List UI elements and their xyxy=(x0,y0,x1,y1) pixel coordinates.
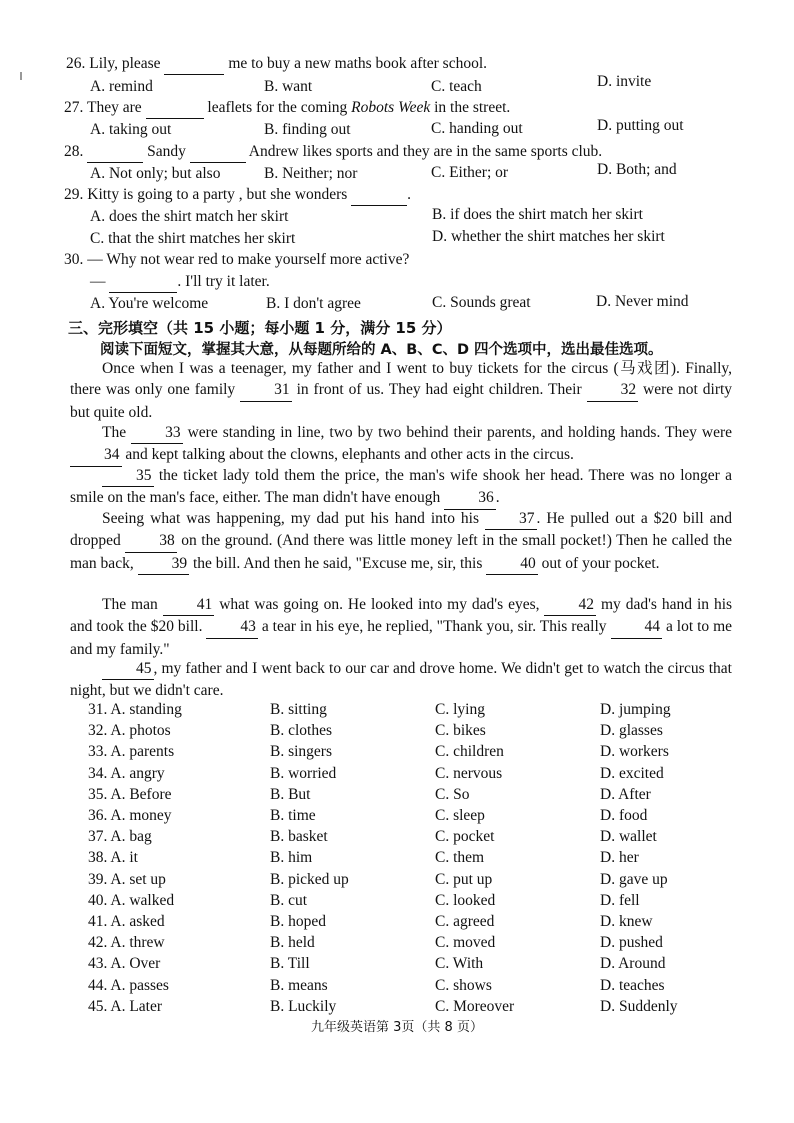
option-a: A. does the shirt match her skirt xyxy=(90,208,289,225)
passage-text: Seeing what was happening, my dad put his hand into his xyxy=(102,510,480,527)
question-number: 30. xyxy=(64,251,84,268)
question-30 xyxy=(64,250,409,270)
cloze-option-32-d: D. glasses xyxy=(600,722,663,740)
passage-paragraph-5 xyxy=(70,594,732,660)
question-number: 29. xyxy=(64,186,84,203)
cloze-option-33-a: 33. A. parents xyxy=(88,743,175,761)
option-c: C. that the shirt matches her skirt xyxy=(90,230,296,247)
question-text: Lily, please xyxy=(89,55,161,72)
blank-37: 37 xyxy=(485,508,537,530)
cloze-option-31-a: 31. A. standing xyxy=(88,701,182,718)
cloze-option-34-c: C. nervous xyxy=(435,764,503,782)
cloze-option-41-d: D. knew xyxy=(600,913,653,930)
blank-43: 43 xyxy=(206,616,258,638)
passage-text: what was going on. He looked into my dad's eyes, xyxy=(219,596,540,613)
answer-blank xyxy=(190,142,246,163)
blank-33: 33 xyxy=(131,422,183,444)
cloze-option-33-c: C. children xyxy=(435,743,504,761)
option-b: B. if does the shirt match her skirt xyxy=(432,206,643,223)
option-d: D. whether the shirt matches her skirt xyxy=(432,228,665,245)
passage-text: and kept talking about the clowns, elephants and other acts in the circus. xyxy=(125,446,574,464)
cloze-option-32-a: 32. A. photos xyxy=(88,722,171,740)
cloze-option-39-b: B. picked up xyxy=(270,870,349,888)
cloze-option-36-d: D. food xyxy=(600,807,648,824)
cloze-option-39-c: C. put up xyxy=(435,870,493,888)
question-number: 26. xyxy=(66,55,86,72)
answer-blank xyxy=(109,272,177,293)
question-text: me to buy a new maths book after school. xyxy=(228,55,488,72)
cloze-option-41-a: 41. A. asked xyxy=(88,913,165,930)
dash: — xyxy=(90,273,106,290)
cloze-option-43-a: 43. A. Over xyxy=(88,955,161,973)
passage-paragraph-6 xyxy=(70,658,732,702)
cloze-option-37-a: 37. A. bag xyxy=(88,828,152,846)
passage-text: were standing in line, two by two behind their parents, and holding hands. They were xyxy=(187,424,733,441)
passage-text: in front of us. They had eight children. Their xyxy=(296,381,582,399)
cloze-option-31-b: B. sitting xyxy=(270,701,327,718)
passage-text: a tear in his eye, he replied, "Thank you, sir. This really xyxy=(261,618,607,636)
blank-31: 31 xyxy=(240,379,292,401)
cloze-option-38-a: 38. A. it xyxy=(88,849,138,867)
blank-40: 40 xyxy=(486,553,538,575)
option-d: D. Both; and xyxy=(597,161,677,178)
blank-34: 34 xyxy=(70,444,122,466)
question-text: in the street. xyxy=(434,99,511,116)
cloze-option-45-a: 45. A. Later xyxy=(88,997,163,1015)
cloze-option-45-d: D. Suddenly xyxy=(600,997,678,1015)
passage-text: Once when I was a teenager, my father and I went to buy tickets for the circus (马戏团). Finally, there was only one family xyxy=(70,360,732,399)
passage-text: the ticket lady told them the price, the man's wife shook her head. There was no longer a smile on the man's face, either. The man didn't have enough xyxy=(70,467,733,507)
cloze-option-32-b: B. clothes xyxy=(270,722,332,740)
cloze-option-44-d: D. teaches xyxy=(600,976,665,994)
blank-39: 39 xyxy=(138,553,190,575)
option-b: B. I don't agree xyxy=(266,295,361,312)
cloze-option-37-c: C. pocket xyxy=(435,828,495,846)
cloze-option-34-b: B. worried xyxy=(270,764,337,782)
question-text: Andrew likes sports and they are in the same sports club. xyxy=(248,143,603,160)
question-30-reply xyxy=(90,272,270,293)
option-d: D. invite xyxy=(597,73,652,90)
blank-42: 42 xyxy=(544,594,596,616)
cloze-option-44-b: B. means xyxy=(270,976,328,994)
page-footer: 九年级英语第 3页（共 8 页） xyxy=(311,1020,483,1035)
cloze-option-42-c: C. moved xyxy=(435,934,496,952)
cloze-option-42-d: D. pushed xyxy=(600,934,663,952)
option-c: C. Either; or xyxy=(431,164,509,181)
option-c: C. Sounds great xyxy=(432,294,531,311)
cloze-option-38-b: B. him xyxy=(270,849,313,867)
blank-44: 44 xyxy=(611,616,663,638)
passage-text: The man xyxy=(102,596,158,613)
option-b: B. finding out xyxy=(264,121,351,138)
cloze-option-40-c: C. looked xyxy=(435,891,496,909)
option-d: D. putting out xyxy=(597,117,684,134)
cloze-option-34-d: D. excited xyxy=(600,764,664,782)
event-name: Robots Week xyxy=(351,99,431,116)
question-29: 29. Kitty is going to a party , but she wonders . xyxy=(64,185,411,206)
question-text: Kitty is going to a party , but she wonders xyxy=(87,186,348,203)
cloze-option-43-d: D. Around xyxy=(600,955,666,973)
cloze-option-44-c: C. shows xyxy=(435,976,492,994)
cloze-option-39-a: 39. A. set up xyxy=(88,870,166,888)
option-b: B. want xyxy=(264,78,313,95)
cloze-option-35-c: C. So xyxy=(435,785,470,803)
cloze-option-36-c: C. sleep xyxy=(435,807,485,824)
cloze-option-39-d: D. gave up xyxy=(600,870,668,888)
question-text: Sandy xyxy=(147,143,186,160)
passage-text: were not dirty but quite old. xyxy=(70,381,733,421)
cloze-option-33-b: B. singers xyxy=(270,743,332,761)
cloze-option-38-d: D. her xyxy=(600,849,639,867)
cloze-option-31-d: D. jumping xyxy=(600,701,671,718)
option-d: D. Never mind xyxy=(596,293,689,310)
blank-36: 36 xyxy=(444,487,496,509)
question-27 xyxy=(64,98,510,119)
cloze-option-33-d: D. workers xyxy=(600,743,669,761)
passage-paragraph-4 xyxy=(70,508,732,575)
question-28 xyxy=(64,142,602,163)
cloze-option-40-b: B. cut xyxy=(270,891,308,909)
section-heading: 三、完形填空（共 15 小题；每小题 1 分，满分 15 分） xyxy=(68,319,452,337)
question-26 xyxy=(66,54,487,75)
cloze-option-31-c: C. lying xyxy=(435,701,485,718)
cloze-option-41-c: C. agreed xyxy=(435,913,495,930)
passage-text: . He pulled out a $20 bill and dropped xyxy=(70,510,732,550)
blank-45: 45 xyxy=(102,658,154,680)
question-text: leaflets for the coming xyxy=(207,99,348,116)
cloze-option-37-d: D. wallet xyxy=(600,828,657,846)
option-c: C. handing out xyxy=(431,120,523,137)
cloze-option-32-c: C. bikes xyxy=(435,722,486,740)
cloze-option-44-a: 44. A. passes xyxy=(88,976,169,994)
option-a: A. You're welcome xyxy=(90,295,209,312)
cloze-option-42-b: B. held xyxy=(270,934,315,952)
option-b: B. Neither; nor xyxy=(264,165,358,182)
option-a: A. taking out xyxy=(90,121,172,138)
option-a: A. remind xyxy=(90,78,153,95)
question-text: They are xyxy=(86,99,142,116)
option-a: A. Not only; but also xyxy=(90,165,221,182)
cloze-option-43-c: C. With xyxy=(435,955,484,973)
cloze-option-40-d: D. fell xyxy=(600,891,640,909)
passage-text: . xyxy=(495,489,500,507)
answer-blank xyxy=(351,185,407,206)
blank-41: 41 xyxy=(163,594,215,616)
passage-paragraph-1 xyxy=(70,358,732,423)
option-c: C. teach xyxy=(431,78,482,95)
question-text: . I'll try it later. xyxy=(177,273,270,290)
passage-text: a lot to me and my family." xyxy=(70,618,733,658)
passage-text: the bill. And then he said, "Excuse me, sir, this xyxy=(192,554,483,572)
cloze-option-35-d: D. After xyxy=(600,785,651,803)
cloze-option-35-a: 35. A. Before xyxy=(88,785,172,803)
question-number: 28. xyxy=(64,143,84,160)
blank-35: 35 xyxy=(102,465,154,487)
cloze-option-34-a: 34. A. angry xyxy=(88,764,165,782)
cloze-option-40-a: 40. A. walked xyxy=(88,891,175,909)
passage-text: on the ground. (And there was little money left in the small pocket!) Then he called the man back, xyxy=(70,532,733,572)
answer-blank xyxy=(164,54,224,75)
blank-32: 32 xyxy=(587,379,639,401)
cloze-option-36-a: 36. A. money xyxy=(88,807,172,824)
passage-text: , my father and I went back to our car and drove home. We didn't get to watch the circus that night, but we didn't care. xyxy=(70,660,732,700)
cloze-option-43-b: B. Till xyxy=(270,955,310,973)
question-number: 27. xyxy=(64,99,84,116)
question-text: — Why not wear red to make yourself more active? xyxy=(87,251,410,268)
cloze-option-37-b: B. basket xyxy=(270,828,328,846)
passage-text: out of your pocket. xyxy=(541,554,660,572)
answer-blank xyxy=(87,142,143,163)
passage-text: my dad's hand in his and took the $20 bill. xyxy=(70,596,733,636)
blank-38: 38 xyxy=(125,530,177,552)
cloze-option-38-c: C. them xyxy=(435,849,485,867)
passage-paragraph-2 xyxy=(70,422,732,467)
cloze-option-42-a: 42. A. threw xyxy=(88,934,165,952)
passage-paragraph-3 xyxy=(70,465,732,510)
cloze-option-36-b: B. time xyxy=(270,807,316,824)
section-instruction: 阅读下面短文，掌握其大意，从每题所给的 A、B、C、D 四个选项中，选出最佳选项。 xyxy=(100,342,663,358)
passage-text: The xyxy=(102,424,127,441)
answer-blank xyxy=(146,98,204,119)
margin-mark xyxy=(20,72,22,80)
cloze-option-41-b: B. hoped xyxy=(270,913,326,930)
cloze-option-45-c: C. Moreover xyxy=(435,997,515,1015)
cloze-option-45-b: B. Luckily xyxy=(270,997,337,1015)
cloze-option-35-b: B. But xyxy=(270,785,311,803)
